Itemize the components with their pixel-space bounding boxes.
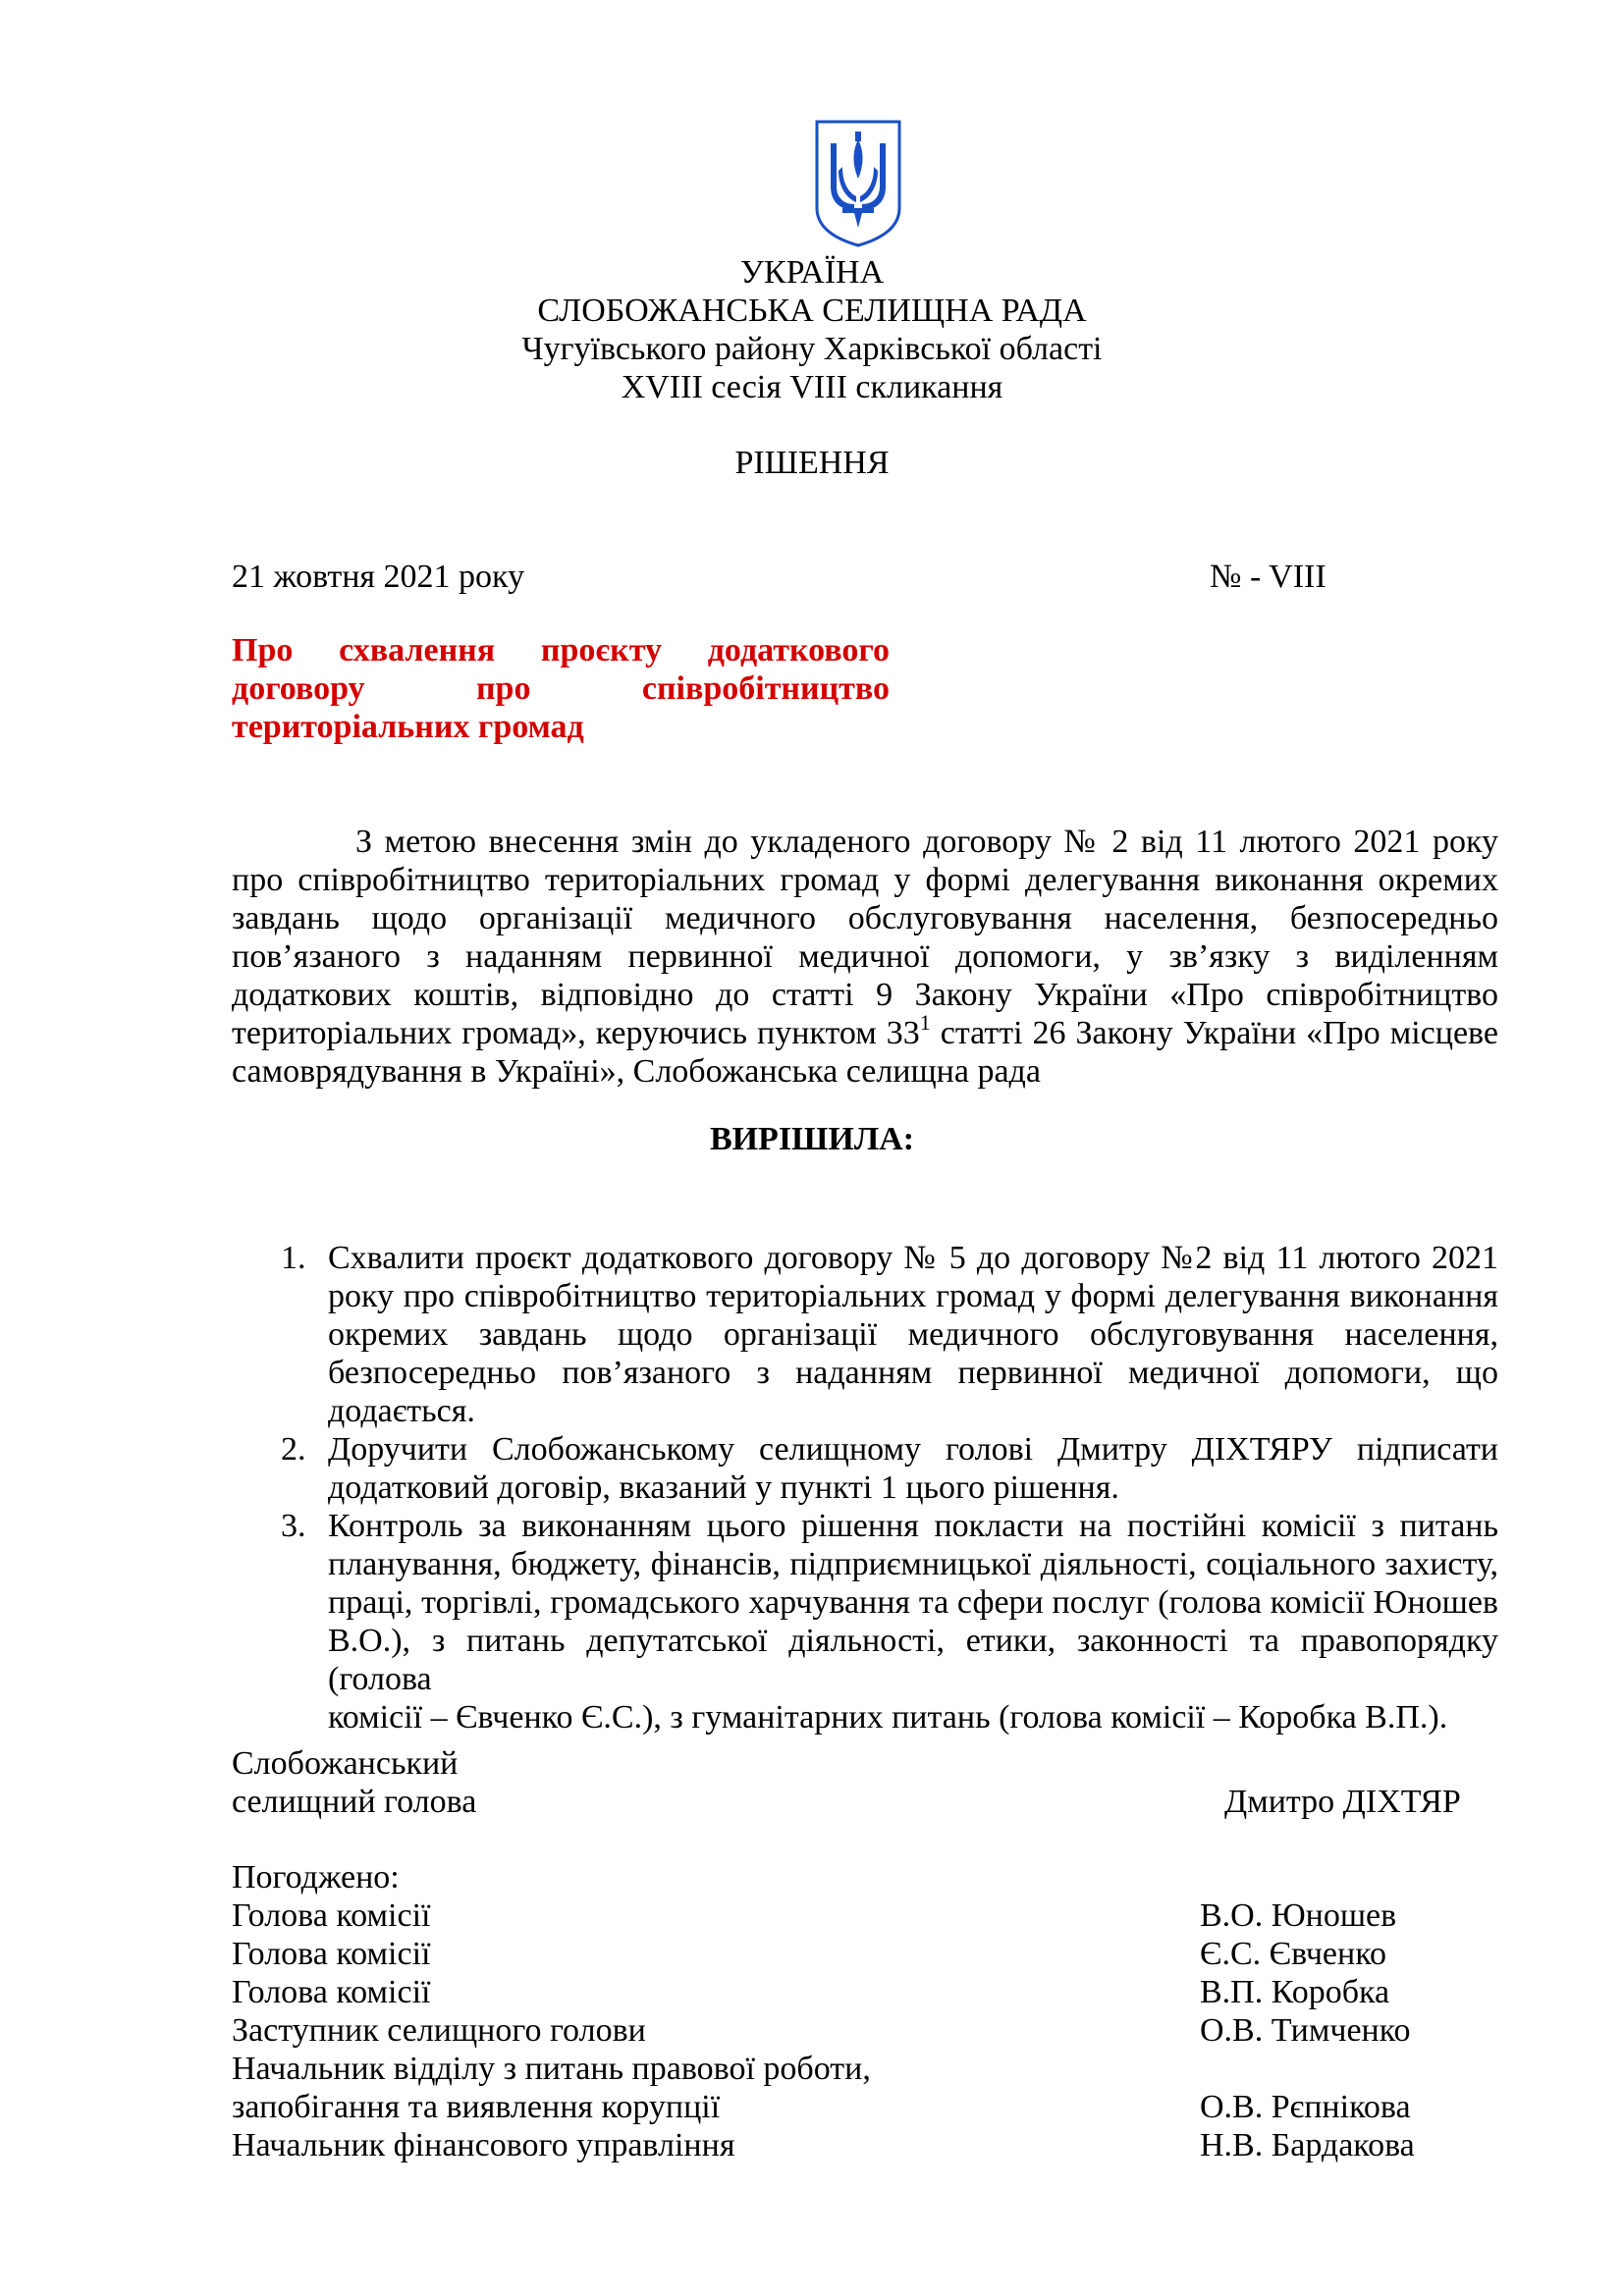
subject-line: договору про співробітництво <box>232 670 890 707</box>
item-line: В.О.), з питань депутатської діяльності, етики, законності та правопорядку (голова <box>328 1623 1498 1697</box>
signature-title-line: селищний голова <box>232 1784 477 1820</box>
document-type: РІШЕННЯ <box>734 445 890 481</box>
approval-name: В.П. Коробка <box>1200 1974 1390 2010</box>
item-line: комісії – Євченко Є.С.), з гуманітарних питань (голова комісії – Коробка В.П.). <box>328 1699 1448 1735</box>
item-number: 3. <box>281 1508 306 1544</box>
approval-name: Н.В. Бардакова <box>1200 2127 1415 2163</box>
approval-name: О.В. Тимченко <box>1200 2012 1411 2049</box>
approval-role: Голова комісії <box>232 1936 431 1972</box>
approval-role: Начальник фінансового управління <box>232 2127 735 2163</box>
country-name: УКРАЇНА <box>739 254 885 291</box>
district-name: Чугуївського району Харківської області <box>521 331 1103 367</box>
preamble-line: завдань щодо організації медичного обслуговування населення, безпосередньо <box>232 900 1498 936</box>
approval-name: О.В. Рєпнікова <box>1200 2089 1411 2125</box>
council-name: СЛОБОЖАНСЬКА СЕЛИЩНА РАДА <box>537 293 1087 329</box>
item-line: додатковий договір, вказаний у пункті 1 цього рішення. <box>328 1469 1119 1506</box>
item-line: планування, бюджету, фінансів, підприємницької діяльності, соціального захисту, <box>328 1546 1498 1582</box>
subject-line: Про схвалення проєкту додаткового <box>232 632 890 668</box>
list-item <box>232 1507 1498 1736</box>
session-name: XVIII сесія VIII скликання <box>621 369 1003 405</box>
approval-name: В.О. Юношев <box>1200 1897 1397 1934</box>
preamble-line: про співробітництво територіальних громад у формі делегування виконання окремих <box>232 862 1498 898</box>
approvals-heading: Погоджено: <box>232 1859 400 1896</box>
trident-emblem-icon <box>813 118 903 249</box>
item-line: Доручити Слобожанському селищному голові Дмитру ДІХТЯРУ підписати <box>328 1431 1498 1468</box>
resolution-items <box>232 1239 1498 1736</box>
approval-role: Голова комісії <box>232 1974 431 2010</box>
approval-role: Голова комісії <box>232 1897 431 1934</box>
preamble-paragraph <box>232 823 1498 1091</box>
item-line: додається. <box>328 1393 475 1429</box>
item-number: 1. <box>281 1240 306 1276</box>
item-number: 2. <box>281 1431 306 1468</box>
item-line: Схвалити проєкт додаткового договору № 5 до договору №2 від 11 лютого 2021 <box>328 1240 1498 1276</box>
list-item <box>232 1430 1498 1507</box>
item-line: Контроль за виконанням цього рішення покласти на постійні комісії з питань <box>328 1508 1498 1544</box>
preamble-line: З метою внесення змін до укладеного договору № 2 від 11 лютого 2021 року <box>355 824 1498 860</box>
preamble-line-with-superscript: територіальних громад», керуючись пунктом $33^1$ статті 26 Закону України «Про місцеве <box>232 1009 1498 1051</box>
signature-name: Дмитро ДІХТЯР <box>1224 1784 1461 1820</box>
approval-role: Начальник відділу з питань правової роботи, <box>232 2051 871 2087</box>
item-line: року про співробітництво територіальних громад у формі делегування виконання <box>328 1278 1498 1314</box>
item-line: безпосередньо пов’язаного з наданням первинної медичної допомоги, що <box>328 1355 1498 1391</box>
resolved-heading: ВИРІШИЛА: <box>709 1121 915 1157</box>
approval-name: Є.С. Євченко <box>1200 1936 1387 1972</box>
decision-number: № - VIII <box>1210 559 1326 595</box>
signature-title-line: Слобожанський <box>232 1745 459 1782</box>
decision-subject <box>232 631 890 746</box>
preamble-line: самоврядування в Україні», Слобожанська селищна рада <box>232 1053 1041 1090</box>
subject-line: територіальних громад <box>232 709 584 745</box>
item-line: праці, торгівлі, громадського харчування та сфери послуг (голова комісії Юношев <box>328 1584 1498 1621</box>
preamble-line: пов’язаного з наданням первинної медичної допомоги, у зв’язку з виділенням <box>232 938 1498 975</box>
superscript: 1 <box>919 1009 931 1035</box>
approval-role: запобігання та виявлення корупції <box>232 2089 721 2125</box>
preamble-line: додаткових коштів, відповідно до статті 9 Закону України «Про співробітництво <box>232 977 1498 1013</box>
item-line: окремих завдань щодо організації медичного обслуговування населення, <box>328 1316 1498 1353</box>
decision-date: 21 жовтня 2021 року <box>232 559 525 595</box>
approval-role: Заступник селищного голови <box>232 2012 646 2049</box>
list-item <box>232 1239 1498 1430</box>
